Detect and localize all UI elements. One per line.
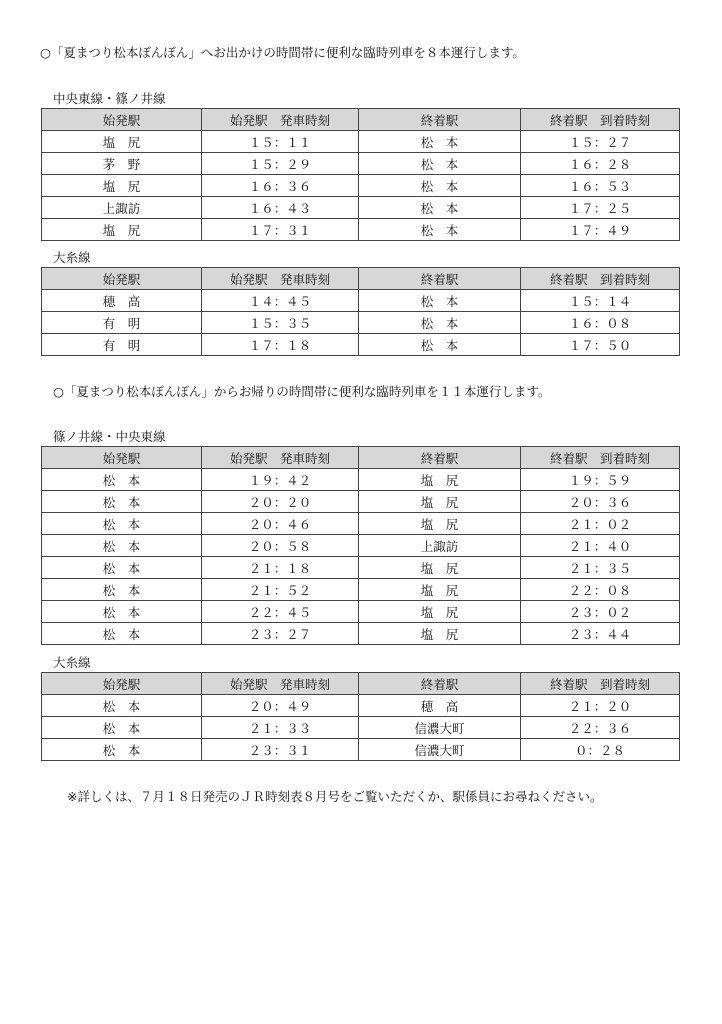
cell-destination: 信濃大町 bbox=[359, 717, 521, 739]
cell-arrival: ２３：０２ bbox=[521, 601, 680, 623]
cell-destination: 松 本 bbox=[359, 153, 521, 175]
cell-origin: 松 本 bbox=[42, 535, 202, 557]
timetable-return-oito bbox=[41, 672, 680, 761]
cell-destination: 塩 尻 bbox=[359, 601, 521, 623]
cell-departure: １６：４３ bbox=[202, 197, 359, 219]
table-row bbox=[42, 312, 680, 334]
table-row bbox=[42, 131, 680, 153]
table-row bbox=[42, 535, 680, 557]
cell-origin: 松 本 bbox=[42, 557, 202, 579]
cell-arrival: １６：５３ bbox=[521, 175, 680, 197]
table-row bbox=[42, 601, 680, 623]
cell-departure: ２１：１８ bbox=[202, 557, 359, 579]
cell-origin: 松 本 bbox=[42, 601, 202, 623]
cell-arrival: ２２：３６ bbox=[521, 717, 680, 739]
cell-origin: 穂 高 bbox=[42, 290, 202, 312]
cell-arrival: １７：２５ bbox=[521, 197, 680, 219]
cell-destination: 松 本 bbox=[359, 197, 521, 219]
timetable-outbound-oito bbox=[41, 267, 680, 356]
line-label-oito-outbound: 大糸線 bbox=[53, 250, 91, 265]
timetable-return-shinonoi-chuo bbox=[41, 446, 680, 645]
cell-origin: 松 本 bbox=[42, 579, 202, 601]
header-row bbox=[42, 447, 680, 469]
cell-destination: 松 本 bbox=[359, 175, 521, 197]
table-row bbox=[42, 290, 680, 312]
cell-departure: １５：３５ bbox=[202, 312, 359, 334]
header-origin: 始発駅 bbox=[42, 673, 202, 695]
cell-origin: 松 本 bbox=[42, 717, 202, 739]
cell-departure: ２０：４６ bbox=[202, 513, 359, 535]
cell-departure: １９：４２ bbox=[202, 469, 359, 491]
cell-departure: １５：１１ bbox=[202, 131, 359, 153]
cell-origin: 上諏訪 bbox=[42, 197, 202, 219]
footnote: ※詳しくは、７月１８日発売のＪＲ時刻表８月号をご覧いただくか、駅係員にお尋ねください。 bbox=[67, 789, 603, 804]
header-arrival: 終着駅 到着時刻 bbox=[521, 673, 680, 695]
cell-departure: １７：１８ bbox=[202, 334, 359, 356]
cell-destination: 上諏訪 bbox=[359, 535, 521, 557]
cell-arrival: ２２：０８ bbox=[521, 579, 680, 601]
table-row bbox=[42, 513, 680, 535]
header-destination: 終着駅 bbox=[359, 268, 521, 290]
cell-arrival: １７：５０ bbox=[521, 334, 680, 356]
cell-destination: 松 本 bbox=[359, 334, 521, 356]
cell-departure: １４：４５ bbox=[202, 290, 359, 312]
timetable-outbound-chuo-shinonoi bbox=[41, 108, 680, 241]
header-departure: 始発駅 発車時刻 bbox=[202, 109, 359, 131]
cell-departure: ２２：４５ bbox=[202, 601, 359, 623]
header-destination: 終着駅 bbox=[359, 109, 521, 131]
cell-destination: 塩 尻 bbox=[359, 513, 521, 535]
cell-arrival: ２０：３６ bbox=[521, 491, 680, 513]
cell-arrival: １６：２８ bbox=[521, 153, 680, 175]
cell-arrival: １９：５９ bbox=[521, 469, 680, 491]
cell-destination: 塩 尻 bbox=[359, 579, 521, 601]
cell-origin: 松 本 bbox=[42, 469, 202, 491]
table-row bbox=[42, 579, 680, 601]
cell-departure: １６：３６ bbox=[202, 175, 359, 197]
header-departure: 始発駅 発車時刻 bbox=[202, 268, 359, 290]
notice-outbound: ○「夏まつり松本ぼんぼん」へお出かけの時間帯に便利な臨時列車を８本運行します。 bbox=[40, 45, 525, 60]
cell-departure: ２３：３１ bbox=[202, 739, 359, 761]
cell-destination: 塩 尻 bbox=[359, 557, 521, 579]
header-departure: 始発駅 発車時刻 bbox=[202, 673, 359, 695]
line-label-oito-return: 大糸線 bbox=[53, 655, 91, 670]
header-arrival: 終着駅 到着時刻 bbox=[521, 447, 680, 469]
cell-origin: 塩 尻 bbox=[42, 131, 202, 153]
cell-arrival: ０：２８ bbox=[521, 739, 680, 761]
cell-departure: ２１：５２ bbox=[202, 579, 359, 601]
cell-arrival: １６：０８ bbox=[521, 312, 680, 334]
header-row bbox=[42, 673, 680, 695]
table-row bbox=[42, 469, 680, 491]
cell-origin: 塩 尻 bbox=[42, 219, 202, 241]
table-row bbox=[42, 219, 680, 241]
cell-origin: 有 明 bbox=[42, 312, 202, 334]
cell-arrival: １５：１４ bbox=[521, 290, 680, 312]
cell-departure: １７：３１ bbox=[202, 219, 359, 241]
table-row bbox=[42, 695, 680, 717]
cell-origin: 有 明 bbox=[42, 334, 202, 356]
cell-destination: 松 本 bbox=[359, 131, 521, 153]
cell-destination: 松 本 bbox=[359, 290, 521, 312]
cell-origin: 松 本 bbox=[42, 513, 202, 535]
cell-departure: ２０：４９ bbox=[202, 695, 359, 717]
cell-destination: 穂 高 bbox=[359, 695, 521, 717]
cell-destination: 塩 尻 bbox=[359, 491, 521, 513]
cell-arrival: ２１：３５ bbox=[521, 557, 680, 579]
header-origin: 始発駅 bbox=[42, 268, 202, 290]
cell-arrival: ２１：４０ bbox=[521, 535, 680, 557]
table-row bbox=[42, 739, 680, 761]
header-row bbox=[42, 268, 680, 290]
cell-departure: ２３：２７ bbox=[202, 623, 359, 645]
cell-arrival: １５：２７ bbox=[521, 131, 680, 153]
header-arrival: 終着駅 到着時刻 bbox=[521, 109, 680, 131]
cell-departure: ２０：２０ bbox=[202, 491, 359, 513]
cell-origin: 松 本 bbox=[42, 739, 202, 761]
table-row bbox=[42, 623, 680, 645]
cell-destination: 塩 尻 bbox=[359, 623, 521, 645]
table-row bbox=[42, 153, 680, 175]
cell-origin: 松 本 bbox=[42, 695, 202, 717]
header-destination: 終着駅 bbox=[359, 447, 521, 469]
table-row bbox=[42, 334, 680, 356]
cell-destination: 塩 尻 bbox=[359, 469, 521, 491]
header-row bbox=[42, 109, 680, 131]
header-destination: 終着駅 bbox=[359, 673, 521, 695]
header-origin: 始発駅 bbox=[42, 109, 202, 131]
cell-departure: ２０：５８ bbox=[202, 535, 359, 557]
cell-destination: 信濃大町 bbox=[359, 739, 521, 761]
cell-arrival: ２３：４４ bbox=[521, 623, 680, 645]
cell-arrival: １７：４９ bbox=[521, 219, 680, 241]
table-row bbox=[42, 557, 680, 579]
table-row bbox=[42, 717, 680, 739]
cell-destination: 松 本 bbox=[359, 219, 521, 241]
table-row bbox=[42, 491, 680, 513]
table-row bbox=[42, 197, 680, 219]
cell-arrival: ２１：０２ bbox=[521, 513, 680, 535]
notice-return: ○「夏まつり松本ぼんぼん」からお帰りの時間帯に便利な臨時列車を１１本運行します。 bbox=[53, 384, 551, 399]
line-label-shinonoi-chuo: 篠ノ井線・中央東線 bbox=[53, 429, 166, 444]
line-label-chuo-shinonoi: 中央東線・篠ノ井線 bbox=[53, 91, 166, 106]
header-origin: 始発駅 bbox=[42, 447, 202, 469]
cell-origin: 塩 尻 bbox=[42, 175, 202, 197]
cell-arrival: ２１：２０ bbox=[521, 695, 680, 717]
header-arrival: 終着駅 到着時刻 bbox=[521, 268, 680, 290]
header-departure: 始発駅 発車時刻 bbox=[202, 447, 359, 469]
cell-origin: 松 本 bbox=[42, 491, 202, 513]
cell-destination: 松 本 bbox=[359, 312, 521, 334]
cell-origin: 松 本 bbox=[42, 623, 202, 645]
cell-departure: １５：２９ bbox=[202, 153, 359, 175]
table-row bbox=[42, 175, 680, 197]
cell-departure: ２１：３３ bbox=[202, 717, 359, 739]
cell-origin: 茅 野 bbox=[42, 153, 202, 175]
